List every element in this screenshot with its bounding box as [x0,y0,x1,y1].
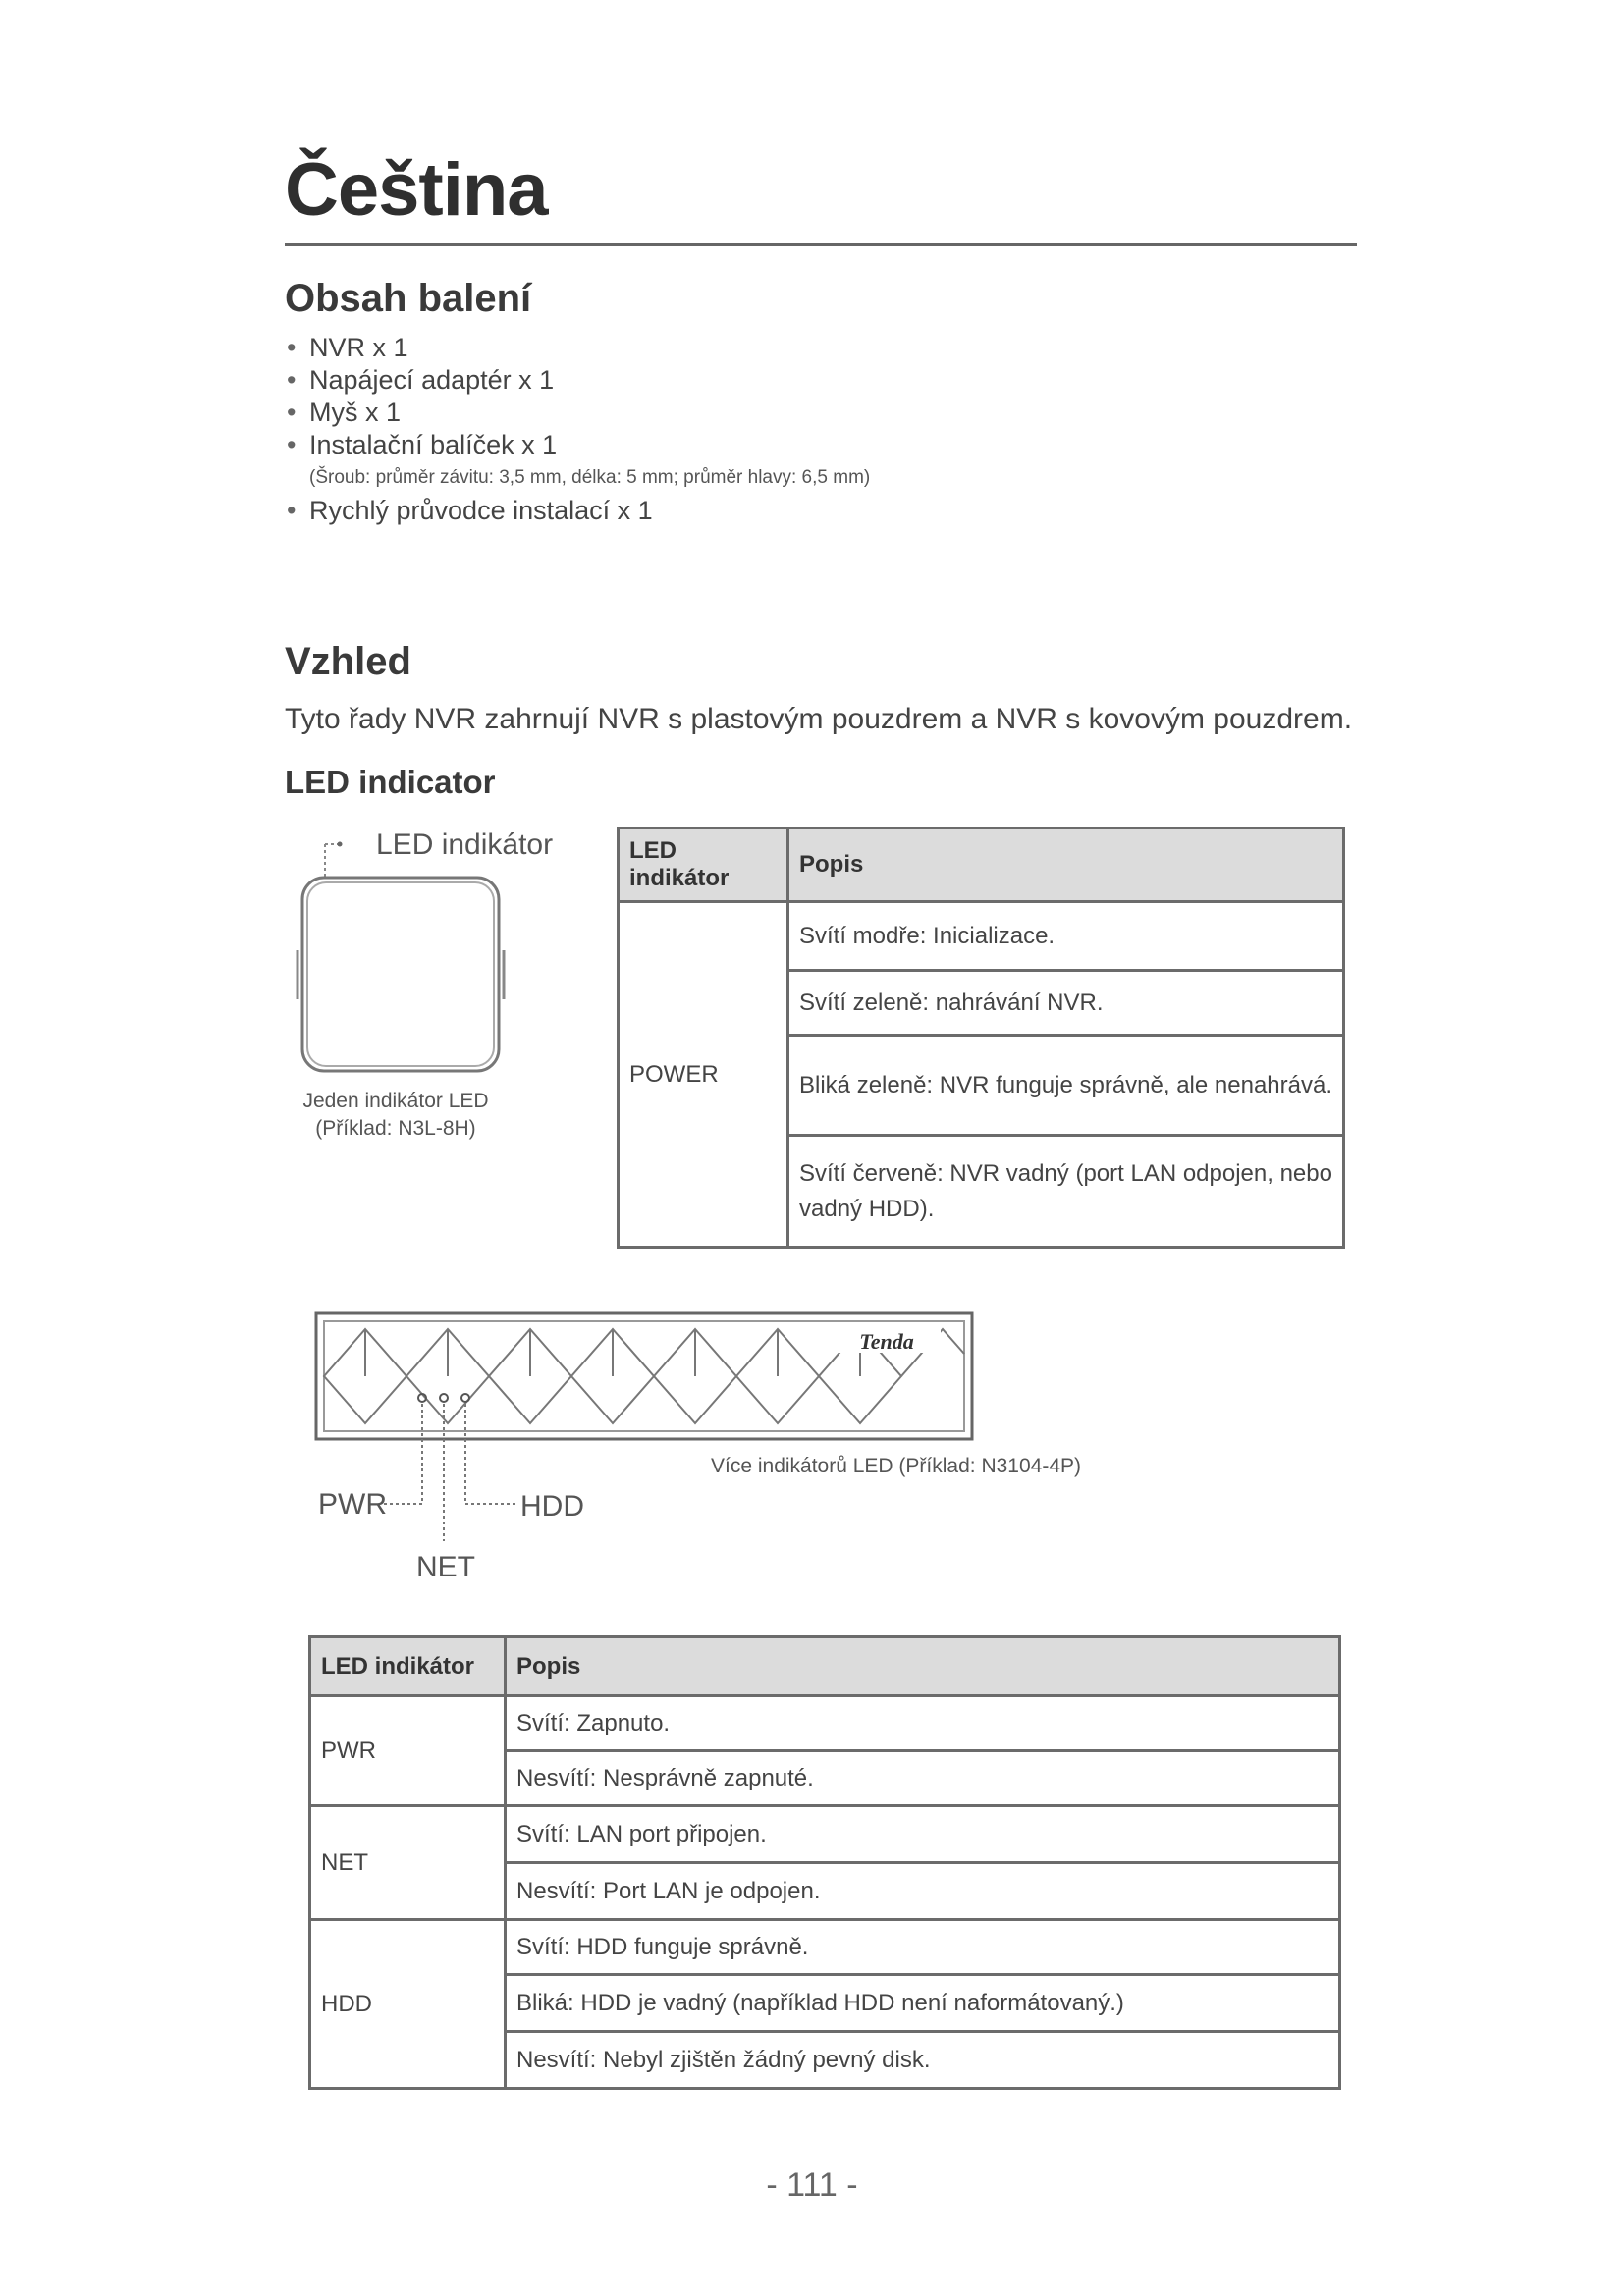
package-heading: Obsah balení [285,277,532,320]
single-led-example: (Příklad: N3L-8H) [315,1117,476,1140]
table-cell: Svítí: HDD funguje správně. [506,1920,1340,1975]
table-cell: Nesvítí: Nebyl zjištěn žádný pevný disk. [506,2032,1340,2089]
indicator-cell: NET [310,1806,506,1920]
table-header: LED indikátor [619,828,788,902]
package-item: • Instalační balíček x 1 [285,429,870,461]
led-heading: LED indicator [285,764,496,800]
page-number: - 111 - [766,2166,858,2204]
pwr-callout: PWR [318,1488,387,1521]
table-cell: Nesvítí: Port LAN je odpojen. [506,1863,1340,1920]
package-item: • NVR x 1 [285,332,870,364]
power-led-table [617,827,1345,1249]
page-title: Čeština [285,148,548,232]
table-header: Popis [506,1637,1340,1696]
table-cell: Svítí modře: Inicializace. [788,902,1344,971]
package-item: • Rychlý průvodce instalací x 1 [285,495,870,527]
single-led-callout: LED indikátor [376,828,554,861]
table-cell: Bliká: HDD je vadný (například HDD není naformátovaný.) [506,1975,1340,2032]
table-cell: Svítí: LAN port připojen. [506,1806,1340,1863]
package-item: • Napájecí adaptér x 1 [285,364,870,397]
appearance-intro: Tyto řady NVR zahrnují NVR s plastovým pouzdrem a NVR s kovovým pouzdrem. [285,703,1353,735]
screw-note: (Šroub: průměr závitu: 3,5 mm, délka: 5 mm; průměr hlavy: 6,5 mm) [309,467,871,488]
brand-logo: Tenda [859,1329,914,1354]
hdd-callout: HDD [520,1490,584,1522]
multi-led-caption: Více indikátorů LED (Příklad: N3104-4P) [711,1455,1082,1477]
net-callout: NET [416,1551,475,1583]
table-cell: Svítí: Zapnuto. [506,1696,1340,1751]
title-divider [285,243,1357,246]
table-header: LED indikátor [310,1637,506,1696]
multi-led-nvr-illustration [312,1309,980,1541]
indicator-cell: PWR [310,1696,506,1806]
table-cell: Svítí červeně: NVR vadný (port LAN odpojen, nebo vadný HDD). [788,1136,1344,1248]
single-led-caption: Jeden indikátor LED [302,1090,489,1112]
indicator-cell: POWER [619,902,788,1248]
single-led-nvr-illustration [291,832,516,1088]
table-cell: Bliká zeleně: NVR funguje správně, ale nenahrává. [788,1036,1344,1136]
multi-led-table [308,1635,1341,2090]
table-cell: Nesvítí: Nesprávně zapnuté. [506,1751,1340,1806]
table-cell: Svítí zeleně: nahrávání NVR. [788,971,1344,1036]
appearance-heading: Vzhled [285,640,411,683]
indicator-cell: HDD [310,1920,506,2089]
table-header: Popis [788,828,1344,902]
package-item: • Myš x 1 [285,397,870,429]
package-list [285,332,870,527]
